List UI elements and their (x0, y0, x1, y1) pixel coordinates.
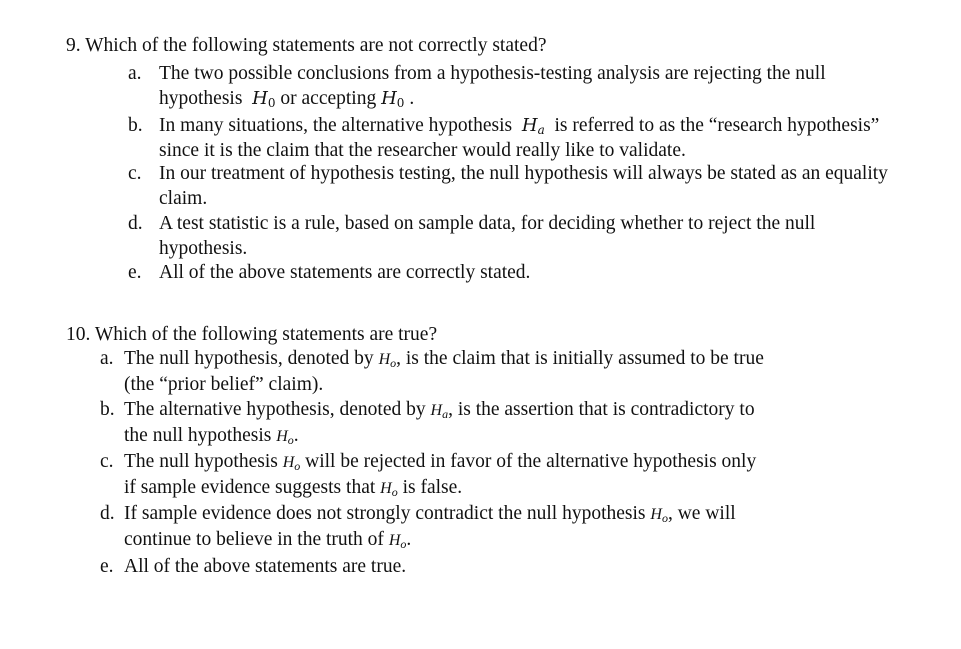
q9-option-d-text (159, 212, 815, 261)
q10-option-d-period: . (406, 528, 412, 550)
q10-option-b-line-2-start: the null hypothesis (124, 424, 272, 446)
q10-option-c-letter: c. (100, 451, 114, 472)
q10-option-c-text (124, 450, 756, 502)
q9-option-b-line-1-end: is referred to as the “research hypothesis” (554, 115, 880, 136)
q10-option-a-line-2: (the “prior belief” claim). (124, 373, 324, 395)
q10-option-a-ho-symbol: $H_o$ (378, 351, 397, 370)
q9-option-b-line-2: since it is the claim that the researcher would really like to validate. (159, 139, 686, 161)
q10-option-d-letter: d. (100, 503, 115, 524)
q10-option-e-text (124, 555, 406, 581)
q9-option-a-h0-symbol: $H_0$ (252, 87, 276, 110)
q9-option-c-letter: c. (128, 163, 142, 184)
q10-option-b-letter: b. (100, 399, 115, 420)
q10-option-d-line-1-end: , we will (667, 503, 736, 524)
q10-option-b-text (124, 398, 755, 450)
q9-option-b-line-1-start: In many situations, the alternative hypothesis (159, 115, 513, 136)
q9-option-e-text (159, 261, 530, 286)
q10-option-b-line-1-start: The alternative hypothesis, denoted by (124, 399, 426, 420)
q10-option-a-letter: a. (100, 348, 114, 369)
q10-option-a-line-1-start: The null hypothesis, denoted by (124, 348, 374, 369)
q9-option-e-line-1: All of the above statements are correctly stated. (159, 262, 531, 283)
question-10-stem: 10. Which of the following statements are true? (66, 324, 438, 345)
q10-option-e-line-1: All of the above statements are true. (124, 556, 407, 577)
q10-option-b-ho-symbol: $H_o$ (276, 427, 294, 447)
q10-option-c-line-2-end: is false. (402, 476, 463, 498)
q10-option-c-line-1 (124, 450, 756, 476)
q10-option-c-line-2-start: if sample evidence suggests that (124, 476, 376, 498)
q9-option-a-letter: a. (128, 63, 142, 84)
q10-option-a-line-1-end: , is the claim that is initially assumed to be true (396, 348, 764, 369)
q9-option-a-line-1: The two possible conclusions from a hypothesis-testing analysis are rejecting the null (159, 63, 826, 84)
q10-option-c-line-1-end: will be rejected in favor of the alternative hypothesis only (305, 451, 757, 472)
q9-option-b-ha-symbol: $H_a$ (521, 115, 545, 137)
q9-option-a-line-2 (159, 87, 826, 112)
q10-option-d-text (124, 502, 736, 554)
q10-option-c-ho-symbol: $H_o$ (282, 454, 301, 473)
q10-option-d-ho-symbol-2: $H_o$ (388, 531, 407, 551)
question-9-stem: 9. Which of the following statements are not correctly stated? (66, 35, 547, 56)
q10-option-d-line-1 (124, 502, 736, 528)
q10-option-c-line-2 (124, 476, 756, 502)
q9-option-b-letter: b. (128, 115, 143, 136)
q9-option-b-line-1 (159, 114, 879, 139)
q10-option-b-line-1-end: , is the assertion that is contradictory to (448, 399, 755, 420)
q10-option-d-line-1-start: If sample evidence does not strongly contradict the null hypothesis (124, 503, 646, 524)
q10-option-b-ha-symbol: $H_a$ (430, 402, 449, 421)
q9-option-b-text (159, 114, 879, 163)
q9-option-a-period: . (409, 87, 415, 109)
q9-option-d-line-2: hypothesis. (159, 237, 248, 259)
q9-option-c-text (159, 162, 888, 211)
q9-option-c-line-2: claim. (159, 187, 208, 209)
q10-option-b-line-2 (124, 424, 755, 450)
q9-option-a-text (159, 62, 826, 111)
q10-option-c-ho-symbol-2: $H_o$ (380, 479, 398, 499)
q9-option-d-letter: d. (128, 213, 143, 234)
q10-option-a-line-1 (124, 347, 764, 373)
q10-option-a-text (124, 347, 764, 399)
q9-option-e-letter: e. (128, 262, 142, 283)
q10-option-b-period: . (293, 424, 299, 446)
q10-option-e-letter: e. (100, 556, 114, 577)
q9-option-a-line-2-start: hypothesis (159, 87, 243, 109)
q9-option-c-line-1: In our treatment of hypothesis testing, the null hypothesis will always be stated as an equality (159, 163, 888, 184)
q10-option-b-line-1 (124, 398, 755, 424)
q9-option-d-line-1: A test statistic is a rule, based on sample data, for deciding whether to reject the null (159, 213, 816, 234)
q10-option-d-line-2 (124, 528, 736, 554)
q9-option-a-or-accepting: or accepting (280, 87, 377, 109)
q10-option-d-line-2-start: continue to believe in the truth of (124, 528, 384, 550)
q9-option-a-h0-symbol-2: $H_0$ (381, 87, 405, 110)
q10-option-d-ho-symbol: $H_o$ (650, 506, 668, 525)
q10-option-c-line-1-start: The null hypothesis (124, 451, 278, 472)
